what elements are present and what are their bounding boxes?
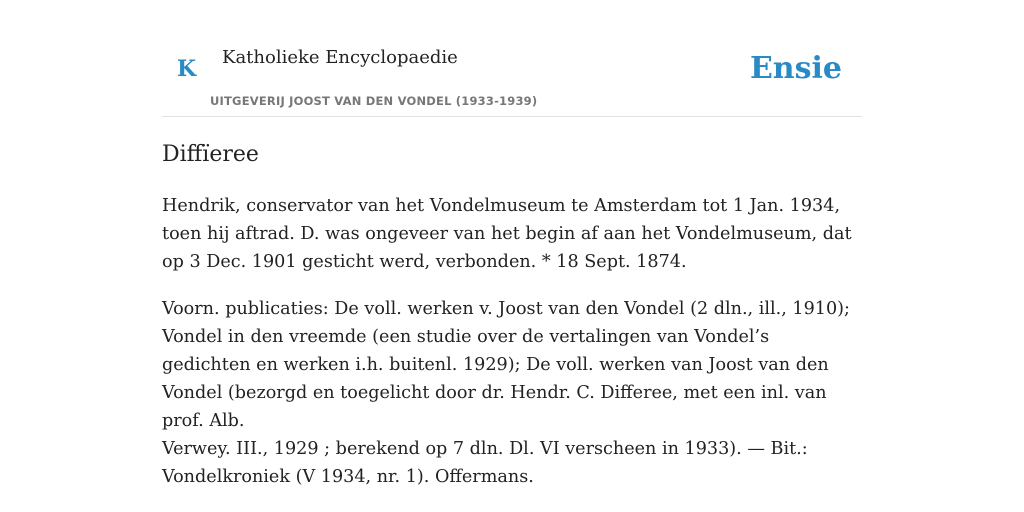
encyclopedia-title-link[interactable]: Katholieke Encyclopaedie [222,47,458,68]
entry-paragraph-1: Hendrik, conservator van het Vondelmuseum te Amsterdam tot 1 Jan. 1934, toen hij aftrad. D. was ongeveer van het begin af aan het Vondelmuseum, dat op 3 Dec. 1901 gesticht werd, verbonden. * 18 Sept. 1874. [162,196,852,272]
publisher-label: UITGEVERIJ JOOST VAN DEN VONDEL (1933-1939) [210,94,538,108]
encyclopedia-logo-icon[interactable]: K [177,56,197,82]
entry-paragraph-2: Voorn. publicaties: De voll. werken v. Joost van den Vondel (2 dln., ill., 1910); Vondel in den vreemde (een studie over de vertalingen van Vondel’s gedichten en werken i.h. buitenl. 1929); De voll. werken van Joost van den Vondel (bezorgd en toegelicht door dr. Hendr. C. Differee, met een inl. van prof. Alb. [162,299,850,431]
entry-title: Diffïeree [162,142,259,167]
site-header [162,40,862,117]
entry-paragraph-3: Verwey. III., 1929 ; berekend op 7 dln. Dl. VI verscheen in 1933). — Bit.: Vondelkroniek (V 1934, nr. 1). Offermans. [162,439,808,487]
ensie-logo-link[interactable]: Ensie [749,51,842,86]
